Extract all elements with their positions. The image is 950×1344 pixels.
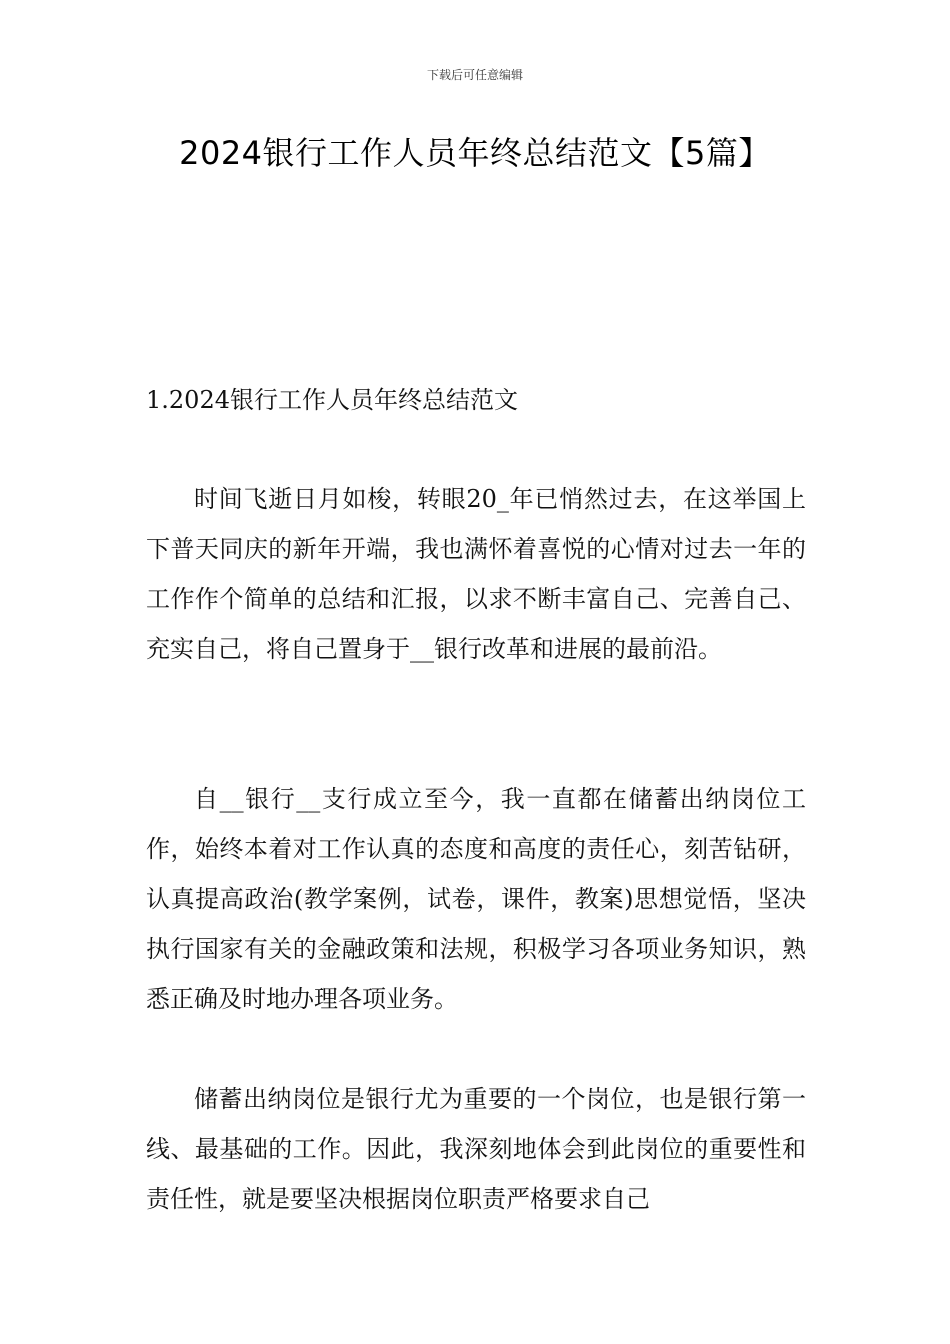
paragraph-3: 储蓄出纳岗位是银行尤为重要的一个岗位，也是银行第一线、最基础的工作。因此，我深刻地体会到此岗位的重要性和责任性，就是要坚决根据岗位职责严格要求自己 bbox=[146, 1085, 806, 1213]
paragraph-1: 时间飞逝日月如梭，转眼20_年已悄然过去，在这举国上下普天同庆的新年开端，我也满怀着喜悦的心情对过去一年的工作作个简单的总结和汇报，以求不断丰富自己、完善自己、充实自己，将自己置身于__银行改革和进展的最前沿。 bbox=[146, 485, 806, 663]
document-title: 2024银行工作人员年终总结范文【5篇】 bbox=[179, 134, 771, 172]
section-heading: 1.2024银行工作人员年终总结范文 bbox=[146, 386, 518, 414]
paragraph-2: 自__银行__支行成立至今，我一直都在储蓄出纳岗位工作，始终本着对工作认真的态度和高度的责任心，刻苦钻研，认真提高政治(教学案例，试卷，课件，教案)思想觉悟，坚决执行国家有关的金融政策和法规，积极学习各项业务知识，熟悉正确及时地办理各项业务。 bbox=[146, 785, 806, 1013]
header-note: 下载后可任意编辑 bbox=[426, 68, 523, 82]
